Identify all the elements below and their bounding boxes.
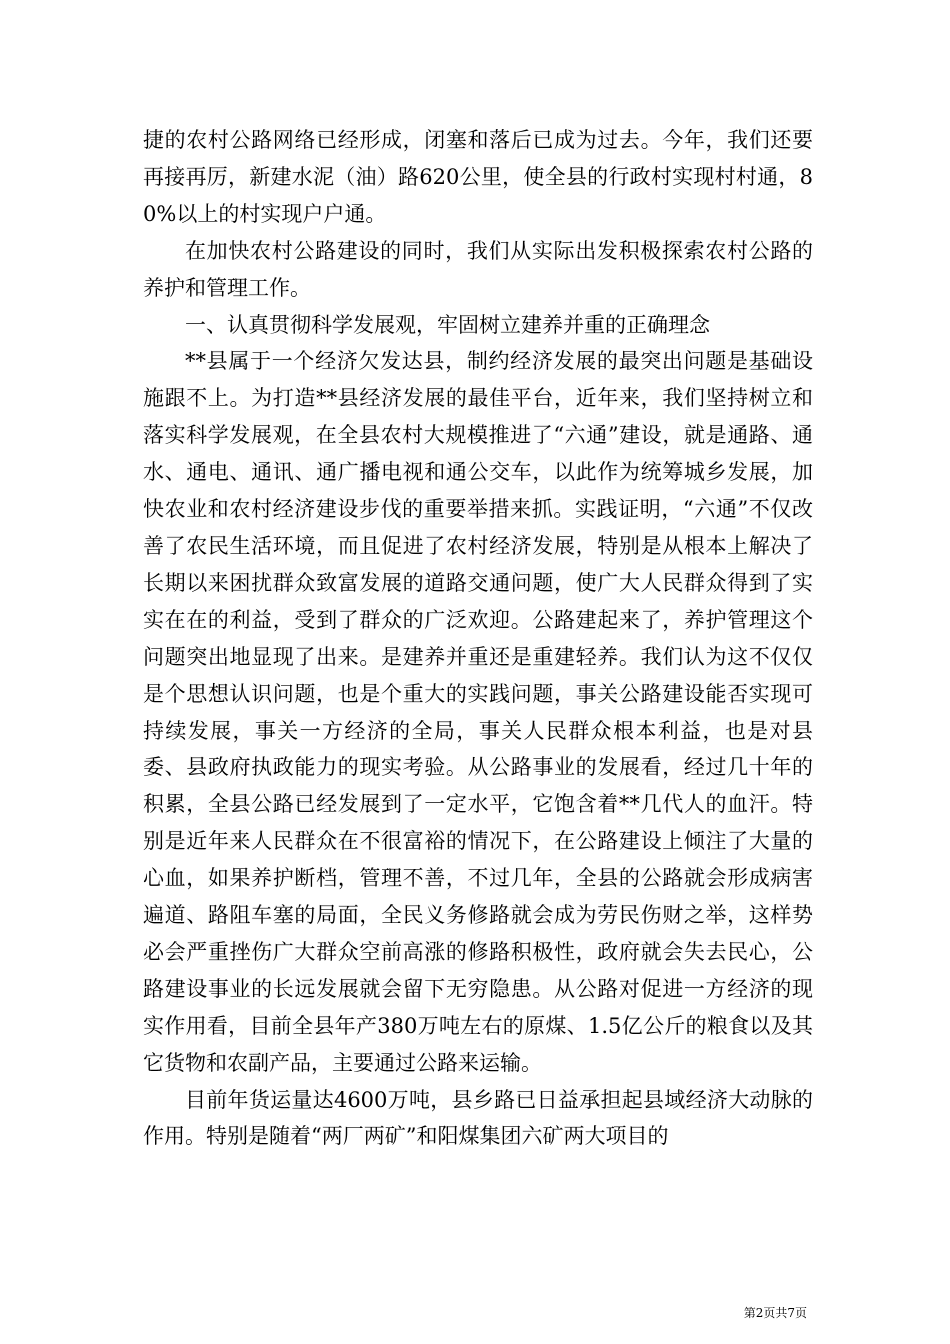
paragraph-maintenance-intro: 在加快农村公路建设的同时，我们从实际出发积极探索农村公路的养护和管理工作。	[143, 238, 813, 300]
paragraph-continuation: 捷的农村公路网络已经形成，闭塞和落后已成为过去。今年，我们还要再接再厉，新建水泥（油）路620公里，使全县的行政村实现村村通，80%以上的村实现户户通。	[143, 128, 813, 226]
section-heading-1: 一、认真贯彻科学发展观，牢固树立建养并重的正确理念	[185, 312, 710, 337]
page-number: 第2页共7页	[743, 1306, 807, 1320]
document-body	[143, 122, 813, 1155]
paragraph-freight-volume: 目前年货运量达4600万吨，县乡路已日益承担起县域经济大动脉的作用。特别是随着“两厂两矿”和阳煤集团六矿两大项目的	[143, 1087, 813, 1149]
paragraph-development-concept: **县属于一个经济欠发达县，制约经济发展的最突出问题是基础设施跟不上。为打造**县经济发展的最佳平台，近年来，我们坚持树立和落实科学发展观，在全县农村大规模推进了“六通”建设，就是通路、通水、通电、通讯、通广播电视和通公交车，以此作为统筹城乡发展，加快农业和农村经济建设步伐的重要举措来抓。实践证明，“六通”不仅改善了农民生活环境，而且促进了农村经济发展，特别是从根本上解决了长期以来困扰群众致富发展的道路交通问题，使广大人民群众得到了实实在在的利益，受到了群众的广泛欢迎。公路建起来了，养护管理这个问题突出地显现了出来。是建养并重还是重建轻养。我们认为这不仅仅是个思想认识问题，也是个重大的实践问题，事关公路建设能否实现可持续发展，事关一方经济的全局，事关人民群众根本利益，也是对县委、县政府执政能力的现实考验。从公路事业的发展看，经过几十年的积累，全县公路已经发展到了一定水平，它饱含着**几代人的血汗。特别是近年来人民群众在不很富裕的情况下，在公路建设上倾注了大量的心血，如果养护断档，管理不善，不过几年，全县的公路就会形成病害遍道、路阻车塞的局面，全民义务修路就会成为劳民伤财之举，这样势必会严重挫伤广大群众空前高涨的修路积极性，政府就会失去民心，公路建设事业的长远发展就会留下无穷隐患。从公路对促进一方经济的现实作用看，目前全县年产380万吨左右的原煤、1.5亿公斤的粮食以及其它货物和农副产品，主要通过公路来运输。	[143, 349, 813, 1075]
